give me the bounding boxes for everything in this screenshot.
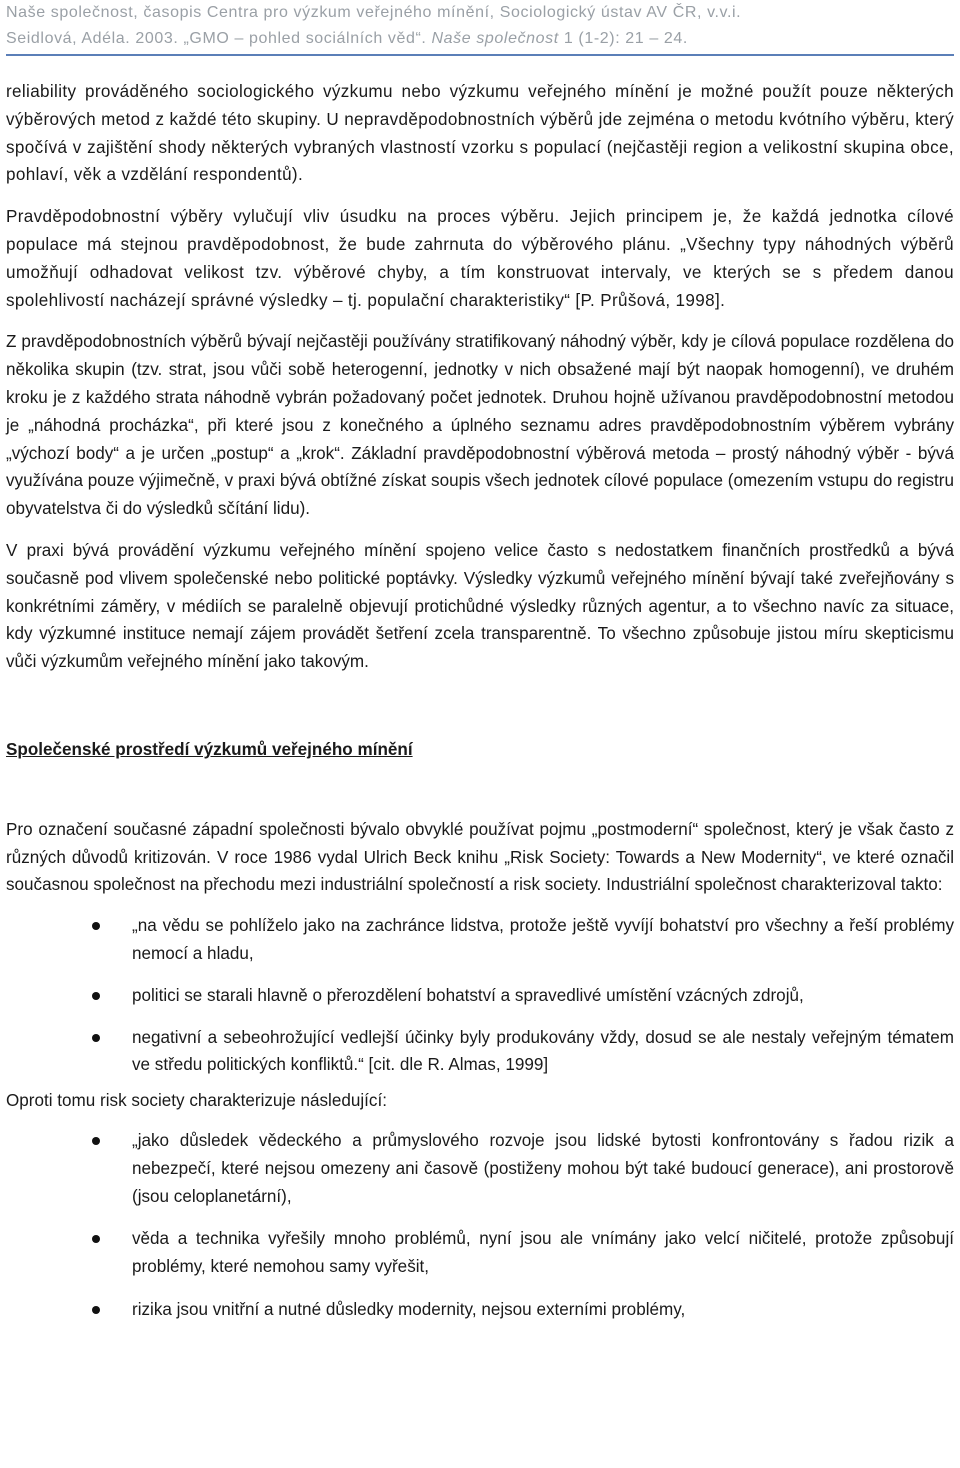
bullet-icon: [92, 1235, 100, 1243]
paragraph-risk-society-intro: Pro označení současné západní společnosti bývalo obvyklé používat pojmu „postmoderní“ společnost, který je však často z různých důvodů kritizován. V roce 1986 vydal Ulrich Beck knihu „Risk Society: Towards a New Modernity“, ve které označil současnou společnost na přechodu mezi industriální společností a risk society. Industriální společnost charakterizoval takto:: [6, 819, 954, 895]
list-item-text: věda a technika vyřešily mnoho problémů, nyní jsou ale vnímány jako velcí ničitelé, protože způsobují problémy, které nemohou samy vyřešit,: [132, 1229, 954, 1277]
list-item-text: politici se starali hlavně o přerozdělení bohatství a spravedlivé umístění vzácných zdrojů,: [132, 985, 804, 1005]
bullet-icon: [92, 1137, 100, 1145]
list-item: [6, 1225, 954, 1281]
industrial-society-list: [6, 912, 954, 1079]
list-item-text: rizika jsou vnitřní a nutné důsledky modernity, nejsou externími problémy,: [132, 1299, 686, 1319]
risk-society-list: [6, 1127, 954, 1324]
running-header: [6, 0, 954, 56]
list-item-text: negativní a sebeohrožující vedlejší účinky byly produkovány vždy, dosud se ale nestaly veřejným tématem ve středu politických konfliktů.“ [cit. dle R. Almas, 1999]: [132, 1027, 954, 1075]
header-citation-suffix: 1 (1-2): 21 – 24.: [558, 30, 688, 47]
header-journal-line: Naše společnost, časopis Centra pro výzkum veřejného mínění, Sociologický ústav AV ČR, v.v.i.: [6, 4, 742, 21]
paragraph-practice: V praxi bývá provádění výzkumu veřejného mínění spojeno velice často s nedostatkem finančních prostředků a bývá současně pod vlivem společenské nebo politické poptávky. Výsledky výzkumů veřejného mínění bývají také zveřejňovány s konkrétními záměry, v médiích se paralelně objevují protichůdné výsledky různých agentur, a to všechno navíc za situace, kdy výzkumné instituce nemají zájem provádět šetření zcela transparentně. To všechno způsobuje jistou míru skepticismu vůči výzkumům veřejného mínění jako takovým.: [6, 540, 954, 672]
header-rule: [6, 54, 954, 56]
paragraph-stratified-sampling: Z pravděpodobnostních výběrů bývají nejčastěji používány stratifikovaný náhodný výběr, kdy je cílová populace rozdělena do několika skupin (tzv. strat, jsou vůči sobě heterogenní, jednotky v nich obsažené mají být naopak homogenní), ve druhém kroku je z každého strata náhodně vybrán požadovaný počet jednotek. Druhou hojně užívanou pravděpodobnostní metodou je „náhodná procházka“, při které jsou z konečného a úplného seznamu adres pravděpodobnostním výběrem vybrány „výchozí body“ a je určen „postup“ a „krok“. Základní pravděpodobnostní výběrová metoda – prostý náhodný výběr - bývá využívána pouze výjimečně, v praxi bývá obtížné získat soupis všech jednotek cílové populace (omezením vstupu do registru obyvatelstva či do výsledků sčítání lidu).: [6, 332, 954, 519]
list-item-text: „na vědu se pohlíželo jako na zachránce lidstva, protože ještě vyvíjí bohatství pro všechny a řeší problémy nemocí a hladu,: [132, 916, 954, 963]
list-item-text: „jako důsledek vědeckého a průmyslového rozvoje jsou lidské bytosti konfrontovány s řadou rizik a nebezpečí, které nejsou omezeny ani časově (postiženy mohou být také budoucí generace), ani prostorově (jsou celoplanetární),: [132, 1130, 954, 1206]
paragraph-probability-samples: Pravděpodobnostní výběry vylučují vliv úsudku na proces výběru. Jejich principem je, že každá jednotka cílové populace má stejnou pravděpodobnost, že bude zahrnuta do výběrového plánu. „Všechny typy náhodných výběrů umožňují odhadovat velikost tzv. výběrové chyby, a tím konstruovat intervaly, ve kterých se s předem danou spolehlivostí nacházejí správné výsledky – tj. populační charakteristiky“ [P. Průšová, 1998].: [6, 207, 954, 310]
list-item: [6, 982, 954, 1010]
list-item: [6, 1024, 954, 1080]
header-citation-prefix: Seidlová, Adéla. 2003. „GMO – pohled sociálních věd“.: [6, 30, 432, 47]
header-citation-line: [6, 26, 954, 52]
list-item: [6, 912, 954, 968]
header-journal-name: Naše společnost: [431, 30, 559, 47]
bullet-icon: [92, 992, 100, 1000]
list-item: [6, 1296, 954, 1324]
bullet-icon: [92, 922, 100, 930]
section-heading: Společenské prostředí výzkumů veřejného mínění: [6, 739, 413, 759]
paragraph-sampling-methods: reliability prováděného sociologického výzkumu nebo výzkumu veřejného mínění je možné použít pouze některých výběrových metod z každé této skupiny. U nepravděpodobnostních výběrů jde zejména o metodu kvótního výběru, který spočívá v zajištění shody některých vybraných vlastností vzorku s populací (nejčastěji region a velikostní skupina obce, pohlaví, věk a vzdělání respondentů).: [6, 82, 954, 185]
bullet-icon: [92, 1034, 100, 1042]
list-item: [6, 1127, 954, 1210]
paragraph-risk-society-contrast: Oproti tomu risk society charakterizuje následující:: [6, 1091, 387, 1111]
bullet-icon: [92, 1306, 100, 1314]
